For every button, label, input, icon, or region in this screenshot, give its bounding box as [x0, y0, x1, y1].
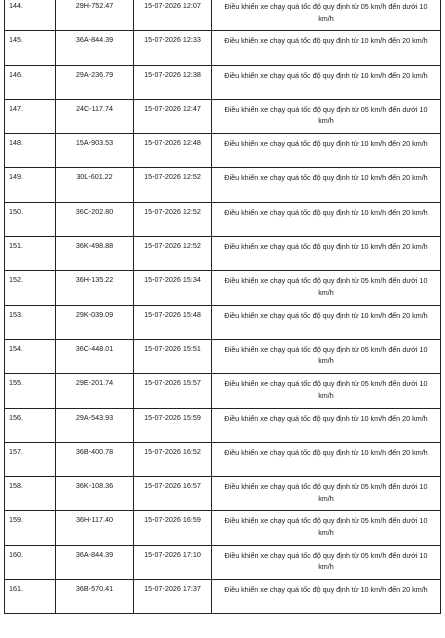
- violation-description: Điều khiển xe chạy quá tốc độ quy định từ 10 km/h đến 20 km/h: [212, 168, 441, 202]
- license-plate: 15A-903.53: [56, 134, 134, 168]
- row-number: 151.: [5, 237, 56, 271]
- table-row: [5, 511, 441, 545]
- table-row: [5, 237, 441, 271]
- row-number: 145.: [5, 31, 56, 65]
- row-number: 157.: [5, 442, 56, 476]
- violation-time: 15-07-2026 15:48: [134, 305, 212, 339]
- license-plate: 29A-543.93: [56, 408, 134, 442]
- violation-time: 15-07-2026 12:38: [134, 65, 212, 99]
- row-number: 160.: [5, 545, 56, 579]
- license-plate: 36A-844.39: [56, 545, 134, 579]
- table-row: [5, 477, 441, 511]
- license-plate: 36B-570.41: [56, 580, 134, 614]
- violation-description: Điều khiển xe chạy quá tốc độ quy định từ 05 km/h đến dưới 10 km/h: [212, 511, 441, 545]
- violation-time: 15-07-2026 16:52: [134, 442, 212, 476]
- table-row: [5, 0, 441, 31]
- violation-description: Điều khiển xe chạy quá tốc độ quy định từ 10 km/h đến 20 km/h: [212, 202, 441, 236]
- row-number: 149.: [5, 168, 56, 202]
- violation-time: 15-07-2026 12:48: [134, 134, 212, 168]
- license-plate: 24C-117.74: [56, 99, 134, 133]
- violation-time: 15-07-2026 15:59: [134, 408, 212, 442]
- table-row: [5, 134, 441, 168]
- violation-description: Điều khiển xe chạy quá tốc độ quy định từ 10 km/h đến 20 km/h: [212, 65, 441, 99]
- table-row: [5, 202, 441, 236]
- row-number: 155.: [5, 374, 56, 408]
- violation-description: Điều khiển xe chạy quá tốc độ quy định từ 05 km/h đến dưới 10 km/h: [212, 0, 441, 31]
- row-number: 153.: [5, 305, 56, 339]
- violation-description: Điều khiển xe chạy quá tốc độ quy định từ 05 km/h đến dưới 10 km/h: [212, 99, 441, 133]
- violation-time: 15-07-2026 12:52: [134, 168, 212, 202]
- license-plate: 36K-498.88: [56, 237, 134, 271]
- violation-time: 15-07-2026 15:34: [134, 271, 212, 305]
- license-plate: 29K-039.09: [56, 305, 134, 339]
- violations-table: [4, 0, 441, 614]
- violation-description: Điều khiển xe chạy quá tốc độ quy định từ 10 km/h đến 20 km/h: [212, 442, 441, 476]
- row-number: 159.: [5, 511, 56, 545]
- violation-description: Điều khiển xe chạy quá tốc độ quy định từ 10 km/h đến 20 km/h: [212, 31, 441, 65]
- violation-time: 15-07-2026 17:37: [134, 580, 212, 614]
- license-plate: 29A-236.79: [56, 65, 134, 99]
- table-row: [5, 65, 441, 99]
- violation-description: Điều khiển xe chạy quá tốc độ quy định từ 05 km/h đến dưới 10 km/h: [212, 271, 441, 305]
- table-row: [5, 374, 441, 408]
- violation-time: 15-07-2026 15:57: [134, 374, 212, 408]
- table-row: [5, 442, 441, 476]
- violation-description: Điều khiển xe chạy quá tốc độ quy định từ 10 km/h đến 20 km/h: [212, 408, 441, 442]
- violation-description: Điều khiển xe chạy quá tốc độ quy định từ 10 km/h đến 20 km/h: [212, 580, 441, 614]
- row-number: 144.: [5, 0, 56, 31]
- table-row: [5, 271, 441, 305]
- violation-description: Điều khiển xe chạy quá tốc độ quy định từ 10 km/h đến 20 km/h: [212, 237, 441, 271]
- violation-time: 15-07-2026 16:57: [134, 477, 212, 511]
- license-plate: 36A-844.39: [56, 31, 134, 65]
- license-plate: 29E-201.74: [56, 374, 134, 408]
- row-number: 158.: [5, 477, 56, 511]
- table-row: [5, 31, 441, 65]
- license-plate: 36B-400.78: [56, 442, 134, 476]
- row-number: 146.: [5, 65, 56, 99]
- license-plate: 36H-117.40: [56, 511, 134, 545]
- violation-time: 15-07-2026 12:47: [134, 99, 212, 133]
- violation-time: 15-07-2026 17:10: [134, 545, 212, 579]
- violation-time: 15-07-2026 12:33: [134, 31, 212, 65]
- row-number: 161.: [5, 580, 56, 614]
- license-plate: 29H-752.47: [56, 0, 134, 31]
- row-number: 147.: [5, 99, 56, 133]
- violation-description: Điều khiển xe chạy quá tốc độ quy định từ 05 km/h đến dưới 10 km/h: [212, 545, 441, 579]
- violation-description: Điều khiển xe chạy quá tốc độ quy định từ 10 km/h đến 20 km/h: [212, 305, 441, 339]
- license-plate: 36C-202.80: [56, 202, 134, 236]
- table-row: [5, 99, 441, 133]
- violation-time: 15-07-2026 12:52: [134, 202, 212, 236]
- license-plate: 30L-601.22: [56, 168, 134, 202]
- row-number: 148.: [5, 134, 56, 168]
- table-row: [5, 580, 441, 614]
- license-plate: 36C-448.01: [56, 339, 134, 373]
- row-number: 152.: [5, 271, 56, 305]
- row-number: 150.: [5, 202, 56, 236]
- violation-time: 15-07-2026 15:51: [134, 339, 212, 373]
- table-row: [5, 168, 441, 202]
- violation-time: 15-07-2026 12:07: [134, 0, 212, 31]
- violation-time: 15-07-2026 12:52: [134, 237, 212, 271]
- table-row: [5, 545, 441, 579]
- violation-time: 15-07-2026 16:59: [134, 511, 212, 545]
- violation-description: Điều khiển xe chạy quá tốc độ quy định từ 10 km/h đến 20 km/h: [212, 134, 441, 168]
- violation-description: Điều khiển xe chạy quá tốc độ quy định từ 05 km/h đến dưới 10 km/h: [212, 339, 441, 373]
- table-row: [5, 305, 441, 339]
- violation-description: Điều khiển xe chạy quá tốc độ quy định từ 05 km/h đến dưới 10 km/h: [212, 374, 441, 408]
- license-plate: 36K-108.36: [56, 477, 134, 511]
- row-number: 154.: [5, 339, 56, 373]
- violation-description: Điều khiển xe chạy quá tốc độ quy định từ 05 km/h đến dưới 10 km/h: [212, 477, 441, 511]
- table-row: [5, 339, 441, 373]
- license-plate: 36H-135.22: [56, 271, 134, 305]
- table-row: [5, 408, 441, 442]
- row-number: 156.: [5, 408, 56, 442]
